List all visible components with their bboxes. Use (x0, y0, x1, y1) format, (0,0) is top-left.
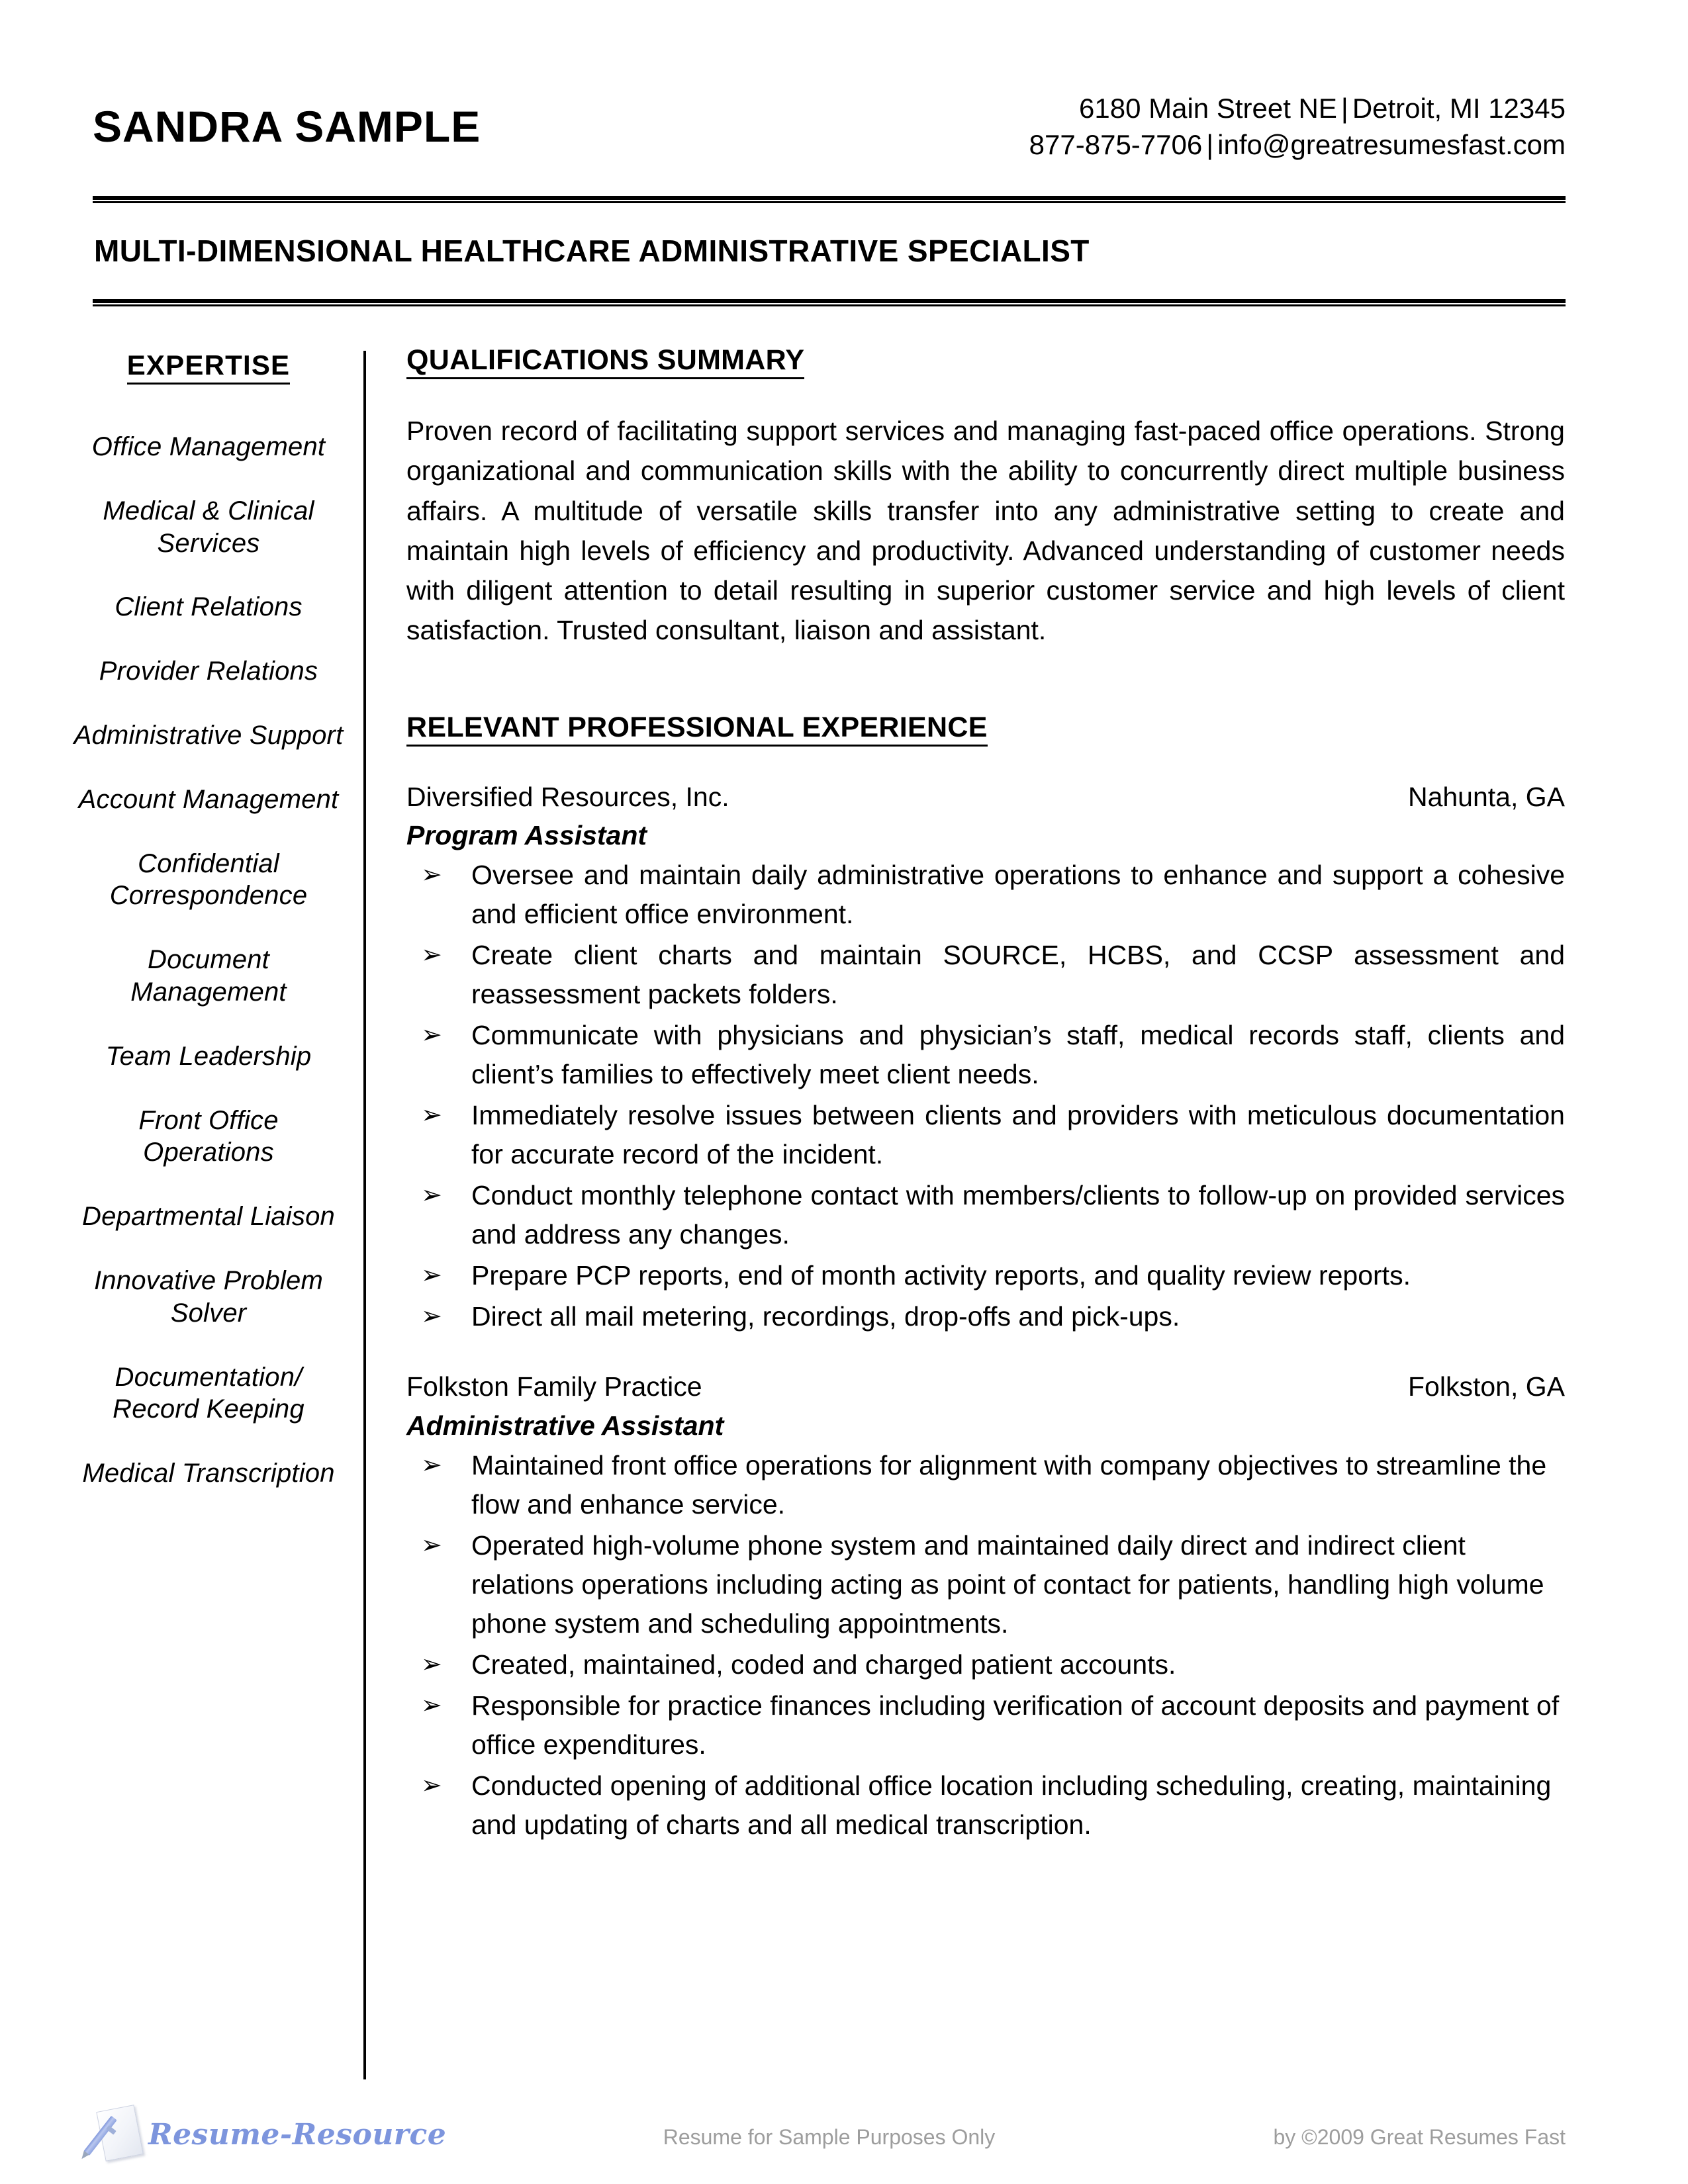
list-item (406, 1016, 1565, 1094)
list-item (406, 1526, 1565, 1643)
job-bullet-list (406, 856, 1565, 1336)
contact-address-line (1029, 90, 1566, 126)
logo-text: Resume-Resource (148, 2117, 447, 2152)
job-location: Folkston, GA (1408, 1371, 1565, 1402)
job-header-row (406, 781, 1565, 813)
bullet-text: Responsible for practice finances including verification of account deposits and payment of office expenditures. (471, 1690, 1560, 1760)
resume-main-column (406, 344, 1565, 1844)
arrow-bullet-icon: ➢ (421, 941, 442, 970)
list-item: Account Management (78, 784, 339, 814)
phone-number: 877-875-7706 (1029, 129, 1203, 161)
list-item: Medical & Clinical Services (103, 496, 314, 558)
list-item: Team Leadership (105, 1041, 312, 1071)
bullet-text: Maintained front office operations for alignment with company objectives to streamline the flow and enhance service. (471, 1449, 1547, 1520)
job-company: Diversified Resources, Inc. (406, 781, 729, 812)
list-item: Administrative Support (73, 720, 344, 750)
rule-thick-line (93, 196, 1566, 200)
column-divider (363, 351, 366, 2079)
footer-sample-notice: Resume for Sample Purposes Only (663, 2125, 996, 2149)
arrow-bullet-icon: ➢ (421, 1771, 442, 1799)
job-bullet-list (406, 1446, 1565, 1844)
candidate-name: SANDRA SAMPLE (93, 102, 481, 151)
list-item (406, 1686, 1565, 1764)
list-item: Provider Relations (99, 657, 318, 686)
list-item (406, 1446, 1565, 1524)
arrow-bullet-icon: ➢ (421, 1181, 442, 1210)
arrow-bullet-icon: ➢ (421, 1302, 442, 1331)
arrow-bullet-icon: ➢ (421, 1531, 442, 1559)
arrow-bullet-icon: ➢ (421, 1021, 442, 1050)
list-item (406, 856, 1565, 934)
list-item: Document Management (130, 945, 287, 1007)
job-location: Nahunta, GA (1407, 781, 1565, 812)
expertise-list (73, 431, 344, 1490)
arrow-bullet-icon: ➢ (421, 860, 442, 889)
job-company: Folkston Family Practice (406, 1371, 702, 1402)
footer-copyright: by ©2009 Great Resumes Fast (1273, 2125, 1566, 2149)
contact-phone-email-line (1029, 126, 1566, 163)
bullet-text: Operated high-volume phone system and maintained daily direct and indirect client relations operations including acting as point of contact for patients, handling high volume phone system and scheduling appointments. (471, 1529, 1544, 1639)
contact-info (1029, 86, 1566, 163)
expertise-sidebar (73, 349, 344, 1522)
bullet-text: Prepare PCP reports, end of month activity reports, and quality review reports. (471, 1260, 1411, 1291)
list-item: Departmental Liaison (82, 1202, 335, 1232)
qualifications-paragraph: Proven record of facilitating support services and managing fast-paced office operations. Strong organizational and communication skills with the ability to concurrently direct multiple business affairs. A multitude of versatile skills transfer into any administrative setting to create and maintain high levels of efficiency and productivity. Advanced understanding of customer needs with diligent attention to detail resulting in superior customer service and high levels of client satisfaction. Trusted consultant, liaison and assistant. (406, 416, 1565, 646)
arrow-bullet-icon: ➢ (421, 1650, 442, 1678)
rule-thin-line (93, 304, 1566, 306)
list-item: Medical Transcription (82, 1459, 335, 1488)
list-item: Office Management (91, 432, 326, 461)
city-state-zip: Detroit, MI 12345 (1352, 93, 1566, 124)
street-address: 6180 Main Street NE (1079, 93, 1337, 124)
bullet-text: Conducted opening of additional office location including scheduling, creating, maintaining and updating of charts and all medical transcription. (471, 1770, 1552, 1840)
list-item (406, 1096, 1565, 1174)
expertise-heading: EXPERTISE (127, 349, 291, 385)
bullet-text: Direct all mail metering, recordings, drop-offs and pick-ups. (471, 1301, 1180, 1332)
job-entry (406, 1371, 1565, 1844)
bullet-text: Conduct monthly telephone contact with members/clients to follow-up on provided services and address any changes. (471, 1180, 1565, 1250)
job-header-row (406, 1371, 1565, 1403)
bullet-text: Created, maintained, coded and charged patient accounts. (471, 1649, 1176, 1680)
header-divider-top (93, 196, 1566, 203)
list-item: Confidential Correspondence (109, 848, 308, 911)
arrow-bullet-icon: ➢ (421, 1261, 442, 1290)
list-item: Client Relations (115, 592, 303, 622)
list-item: Front Office Operations (138, 1105, 279, 1167)
experience-heading: RELEVANT PROFESSIONAL EXPERIENCE (406, 711, 988, 747)
header-divider-bottom (93, 299, 1566, 306)
bullet-text: Create client charts and maintain SOURCE, HCBS, and CCSP assessment and reassessment packets folders. (471, 940, 1565, 1010)
contact-separator-2: | (1206, 129, 1214, 161)
experience-section (406, 711, 1565, 1844)
arrow-bullet-icon: ➢ (421, 1101, 442, 1130)
job-title: Administrative Assistant (406, 1410, 724, 1441)
qualifications-section (406, 344, 1565, 651)
list-item (406, 1256, 1565, 1295)
list-item (406, 936, 1565, 1014)
job-title: Program Assistant (406, 819, 647, 850)
list-item (406, 1176, 1565, 1254)
list-item (406, 1297, 1565, 1336)
bullet-text: Oversee and maintain daily administrative operations to enhance and support a cohesive and efficient office environment. (471, 859, 1565, 929)
list-item (406, 1645, 1565, 1684)
resume-header (93, 86, 1566, 205)
arrow-bullet-icon: ➢ (421, 1451, 442, 1479)
bullet-text: Immediately resolve issues between clients and providers with meticulous documentation for accurate record of the incident. (471, 1100, 1565, 1170)
rule-thin-line (93, 201, 1566, 203)
bullet-text: Communicate with physicians and physician’s staff, medical records staff, clients and client’s families to effectively meet client needs. (471, 1020, 1565, 1090)
page-footer (93, 2101, 1566, 2174)
list-item (406, 1766, 1565, 1844)
list-item: Documentation/ Record Keeping (113, 1362, 305, 1424)
contact-separator-1: | (1340, 93, 1348, 124)
email-address[interactable]: info@greatresumesfast.com (1217, 129, 1566, 161)
qualifications-heading: QUALIFICATIONS SUMMARY (406, 344, 804, 379)
arrow-bullet-icon: ➢ (421, 1691, 442, 1719)
list-item: Innovative Problem Solver (93, 1265, 323, 1328)
rule-thick-line (93, 299, 1566, 303)
job-entry (406, 781, 1565, 1337)
target-job-title: MULTI-DIMENSIONAL HEALTHCARE ADMINISTRATIVE SPECIALIST (94, 234, 1090, 268)
